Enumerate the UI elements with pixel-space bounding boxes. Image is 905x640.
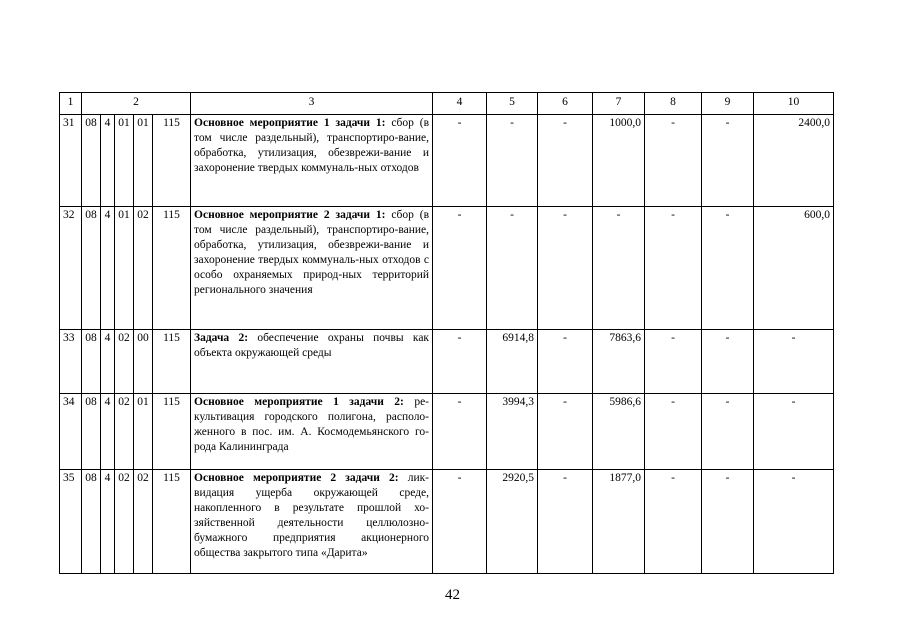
value-cell: - — [702, 207, 754, 330]
header-cell: 3 — [191, 93, 433, 115]
value-cell: - — [645, 394, 702, 470]
value-cell: - — [538, 394, 593, 470]
description-title: Задача 2: — [194, 332, 249, 344]
code-cell: 01 — [115, 207, 134, 330]
code-cell: 115 — [153, 115, 191, 207]
code-cell: 02 — [115, 470, 134, 574]
description-cell — [191, 330, 433, 394]
description-cell — [191, 394, 433, 470]
value-cell: - — [645, 470, 702, 574]
value-cell: - — [645, 115, 702, 207]
header-cell: 1 — [60, 93, 82, 115]
description-cell — [191, 115, 433, 207]
description-cell — [191, 470, 433, 574]
value-cell: - — [645, 330, 702, 394]
code-cell: 02 — [115, 394, 134, 470]
code-cell: 4 — [101, 394, 115, 470]
value-cell: - — [538, 207, 593, 330]
code-cell: 115 — [153, 330, 191, 394]
value-cell: 2400,0 — [754, 115, 834, 207]
description-title: Основное мероприятие 2 задачи 2: — [194, 472, 399, 484]
code-cell: 08 — [82, 394, 101, 470]
value-cell: 3994,3 — [487, 394, 538, 470]
description-text: обеспечение охраны почвы как объекта окружающей среды — [194, 332, 430, 359]
header-cell: 6 — [538, 93, 593, 115]
table-row — [60, 330, 834, 394]
description-title: Основное мероприятие 2 задачи 1: — [194, 209, 386, 221]
table-row — [60, 115, 834, 207]
code-cell: 08 — [82, 207, 101, 330]
value-cell: 5986,6 — [593, 394, 645, 470]
description-text: ре-культивация городского полигона, располо-женного в пос. им. А. Космодемьянского го-рода Калининграда — [194, 396, 430, 453]
header-cell: 5 — [487, 93, 538, 115]
code-cell: 08 — [82, 115, 101, 207]
code-cell: 02 — [115, 330, 134, 394]
value-cell: 2920,5 — [487, 470, 538, 574]
header-cell: 4 — [433, 93, 487, 115]
row-number: 33 — [60, 330, 82, 394]
table-row — [60, 394, 834, 470]
code-cell: 08 — [82, 330, 101, 394]
value-cell: - — [754, 330, 834, 394]
code-cell: 4 — [101, 115, 115, 207]
code-cell: 01 — [134, 394, 153, 470]
code-cell: 4 — [101, 207, 115, 330]
header-cell: 2 — [82, 93, 191, 115]
value-cell: - — [433, 115, 487, 207]
code-cell: 08 — [82, 470, 101, 574]
value-cell: - — [702, 470, 754, 574]
value-cell: - — [702, 115, 754, 207]
description-text: лик-видация ущерба окружающей среде, накопленного в результате прошлой хо-зяйственной деятельности целлюлозно-бумажного предприятия акционерного общества закрытого типа «Дарита» — [194, 472, 430, 559]
table-row — [60, 470, 834, 574]
value-cell: - — [754, 394, 834, 470]
code-cell: 00 — [134, 330, 153, 394]
header-cell: 9 — [702, 93, 754, 115]
description-text: сбор (в том числе раздельный), транспортиро-вание, обработка, утилизация, обезврежи-вание и захоронение твердых коммуналь-ных отходов с особо охраняемых природ-ных территорий регионального значения — [194, 209, 430, 296]
value-cell: - — [487, 115, 538, 207]
value-cell: - — [433, 470, 487, 574]
value-cell: 1000,0 — [593, 115, 645, 207]
description-title: Основное мероприятие 1 задачи 1: — [194, 117, 386, 129]
budget-table — [59, 92, 834, 574]
value-cell: - — [538, 115, 593, 207]
code-cell: 4 — [101, 470, 115, 574]
row-number: 34 — [60, 394, 82, 470]
value-cell: - — [433, 394, 487, 470]
code-cell: 02 — [134, 207, 153, 330]
code-cell: 01 — [115, 115, 134, 207]
header-cell: 7 — [593, 93, 645, 115]
value-cell: 7863,6 — [593, 330, 645, 394]
value-cell: - — [593, 207, 645, 330]
value-cell: - — [538, 330, 593, 394]
table-row — [60, 207, 834, 330]
row-number: 31 — [60, 115, 82, 207]
code-cell: 115 — [153, 207, 191, 330]
value-cell: - — [538, 470, 593, 574]
value-cell: 6914,8 — [487, 330, 538, 394]
description-title: Основное мероприятие 1 задачи 2: — [194, 396, 404, 408]
value-cell: - — [702, 330, 754, 394]
code-cell: 02 — [134, 470, 153, 574]
header-row — [60, 93, 834, 115]
code-cell: 115 — [153, 394, 191, 470]
value-cell: - — [487, 207, 538, 330]
description-text: сбор (в том числе раздельный), транспортиро-вание, обработка, утилизация, обезврежи-вание и захоронение твердых коммуналь-ных отходов — [194, 117, 430, 174]
value-cell: - — [645, 207, 702, 330]
code-cell: 01 — [134, 115, 153, 207]
value-cell: - — [433, 330, 487, 394]
code-cell: 4 — [101, 330, 115, 394]
header-cell: 8 — [645, 93, 702, 115]
value-cell: 600,0 — [754, 207, 834, 330]
code-cell: 115 — [153, 470, 191, 574]
value-cell: - — [702, 394, 754, 470]
row-number: 35 — [60, 470, 82, 574]
page-number: 42 — [445, 587, 460, 603]
description-cell — [191, 207, 433, 330]
value-cell: 1877,0 — [593, 470, 645, 574]
value-cell: - — [754, 470, 834, 574]
value-cell: - — [433, 207, 487, 330]
header-cell: 10 — [754, 93, 834, 115]
row-number: 32 — [60, 207, 82, 330]
